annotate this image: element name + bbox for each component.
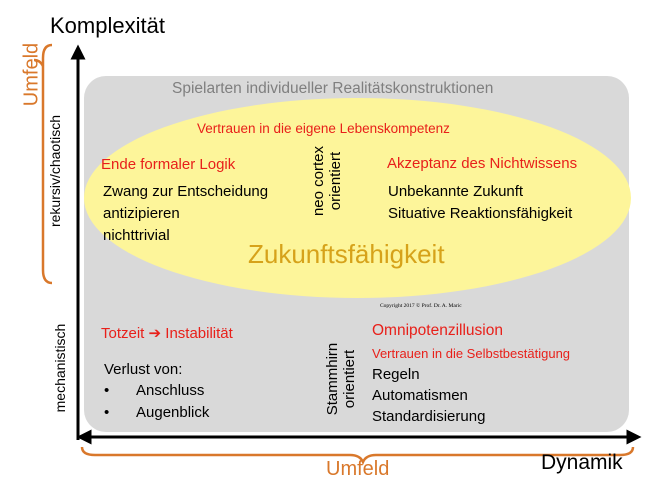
- x-axis-title: Dynamik: [541, 451, 623, 474]
- upper-left-heading: Ende formaler Logik: [101, 156, 236, 173]
- ellipse-top-label: Vertrauen in die eigene Lebenskompetenz: [197, 121, 450, 136]
- totzeit-label: Totzeit: [101, 325, 145, 342]
- panel-title: Spielarten individueller Realitätskonstruktionen: [172, 80, 494, 97]
- instabilitaet-label: Instabilität: [165, 325, 233, 342]
- bullet-text: Anschluss: [136, 382, 205, 399]
- lower-right-subheading: Vertrauen in die Selbstbestätigung: [372, 346, 571, 361]
- lower-right-item: Standardisierung: [372, 408, 486, 425]
- ellipse-center-label: Zukunftsfähigkeit: [248, 239, 445, 269]
- upper-right-item: Situative Reaktionsfähigkeit: [388, 205, 573, 222]
- lower-right-heading: Omnipotenzillusion: [372, 322, 503, 339]
- upper-left-item: Zwang zur Entscheidung: [103, 183, 269, 200]
- lower-left-subheading: Verlust von:: [104, 361, 183, 378]
- stammhirn-label: [324, 324, 358, 434]
- y-axis-title: Komplexität: [50, 13, 165, 38]
- lower-right-item: Automatismen: [372, 387, 468, 404]
- stammhirn-line-2: orientiert: [341, 349, 358, 409]
- neo-cortex-label: [310, 136, 344, 226]
- lower-left-heading: [101, 324, 233, 342]
- bullet-item: [104, 404, 209, 421]
- x-umfeld-label: Umfeld: [326, 458, 390, 480]
- lower-right-item: Regeln: [372, 366, 420, 383]
- bullet-icon: •: [104, 404, 110, 421]
- upper-left-item: antizipieren: [103, 205, 180, 222]
- y-upper-range-label: rekursiv/chaotisch: [47, 114, 63, 228]
- upper-left-item: nichttrivial: [103, 227, 170, 244]
- bullet-item: [104, 382, 204, 399]
- bullet-text: Augenblick: [136, 404, 210, 421]
- stammhirn-line-1: Stammhirn: [324, 342, 341, 416]
- neo-cortex-line-1: neo cortex: [310, 145, 327, 217]
- neo-cortex-line-2: orientiert: [327, 151, 344, 211]
- upper-right-heading: Akzeptanz des Nichtwissens: [387, 155, 578, 172]
- bullet-icon: •: [104, 382, 110, 399]
- copyright-text: Copyright 2017 © Prof. Dr. A. Maric: [380, 303, 462, 309]
- upper-right-item: Unbekannte Zukunft: [388, 183, 524, 200]
- arrow-right-icon: ➔: [148, 325, 162, 342]
- y-lower-range-label: mechanistisch: [52, 323, 68, 413]
- y-umfeld-label: Umfeld: [20, 42, 43, 107]
